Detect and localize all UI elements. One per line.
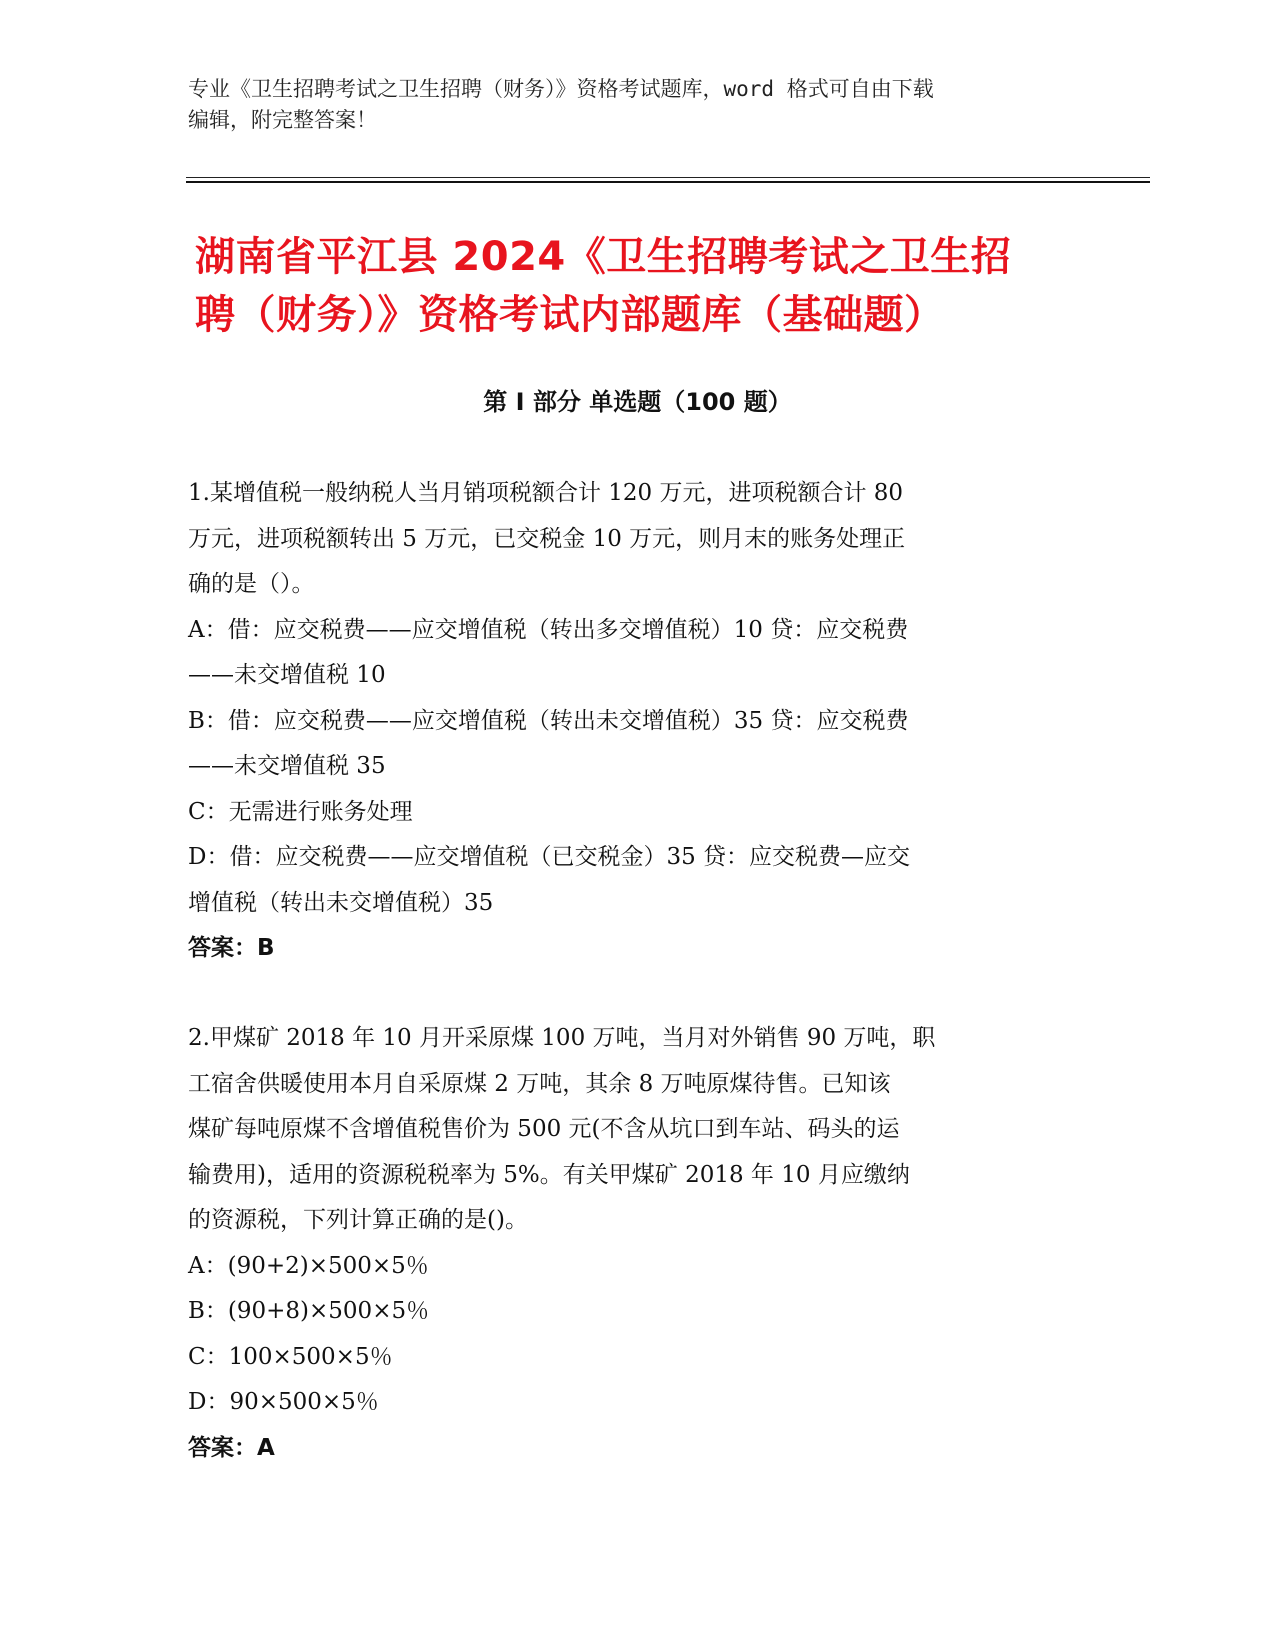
question-stem-line: 输费用)，适用的资源税税率为 5%。有关甲煤矿 2018 年 10 月应缴纳 [188, 1161, 910, 1188]
question-stem-line: 工宿舍供暖使用本月自采原煤 2 万吨，其余 8 万吨原煤待售。已知该 [188, 1070, 891, 1097]
header-divider-thin [186, 177, 1150, 178]
option-a-line: A：(90+2)×500×5％ [188, 1252, 429, 1279]
option-d-line: D：90×500×5％ [188, 1389, 379, 1415]
answer-line: 答案：B [188, 935, 275, 961]
option-b-line: B：借：应交税费——应交增值税（转出未交增值税）35 贷：应交税费 [188, 707, 909, 734]
title-line-2: 聘（财务）》资格考试内部题库（基础题） [195, 292, 945, 338]
option-b-line: B：(90+8)×500×5％ [188, 1298, 430, 1324]
question-stem-line: 煤矿每吨原煤不含增值税售价为 500 元(不含从坑口到车站、码头的运 [188, 1116, 900, 1142]
option-d-line: D：借：应交税费——应交增值税（已交税金）35 贷：应交税费—应交 [188, 844, 911, 870]
answer-line: 答案：A [188, 1434, 275, 1461]
section-heading: 第 I 部分 单选题（100 题） [483, 388, 792, 416]
question-stem-line: 2.甲煤矿 2018 年 10 月开采原煤 100 万吨，当月对外销售 90 万吨，职 [188, 1025, 936, 1051]
question-stem-line: 万元，进项税额转出 5 万元，已交税金 10 万元，则月末的账务处理正 [188, 525, 906, 552]
document-title [195, 228, 1095, 344]
question-2 [188, 1016, 1088, 1471]
page-header [188, 74, 1068, 136]
option-c-line: C：100×500×5％ [188, 1343, 393, 1370]
option-d-line: 增值税（转出未交增值税）35 [188, 889, 494, 916]
option-b-line: ——未交增值税 35 [188, 753, 386, 779]
option-a-line: A：借：应交税费——应交增值税（转出多交增值税）10 贷：应交税费 [188, 616, 909, 643]
option-c-line: C：无需进行账务处理 [188, 798, 413, 825]
question-stem-line: 1.某增值税一般纳税人当月销项税额合计 120 万元，进项税额合计 80 [188, 480, 904, 506]
title-line-1: 湖南省平江县 2024《卫生招聘考试之卫生招 [195, 234, 1012, 280]
question-stem-line: 确的是（）。 [188, 571, 315, 597]
option-a-line: ——未交增值税 10 [188, 662, 386, 688]
header-divider-thick [186, 181, 1150, 183]
question-1 [188, 471, 1088, 972]
header-line-2: 编辑，附完整答案！ [188, 108, 377, 132]
header-line-1: 专业《卫生招聘考试之卫生招聘（财务）》资格考试题库，word 格式可自由下载 [188, 77, 934, 101]
question-stem-line: 的资源税，下列计算正确的是()。 [188, 1207, 528, 1233]
